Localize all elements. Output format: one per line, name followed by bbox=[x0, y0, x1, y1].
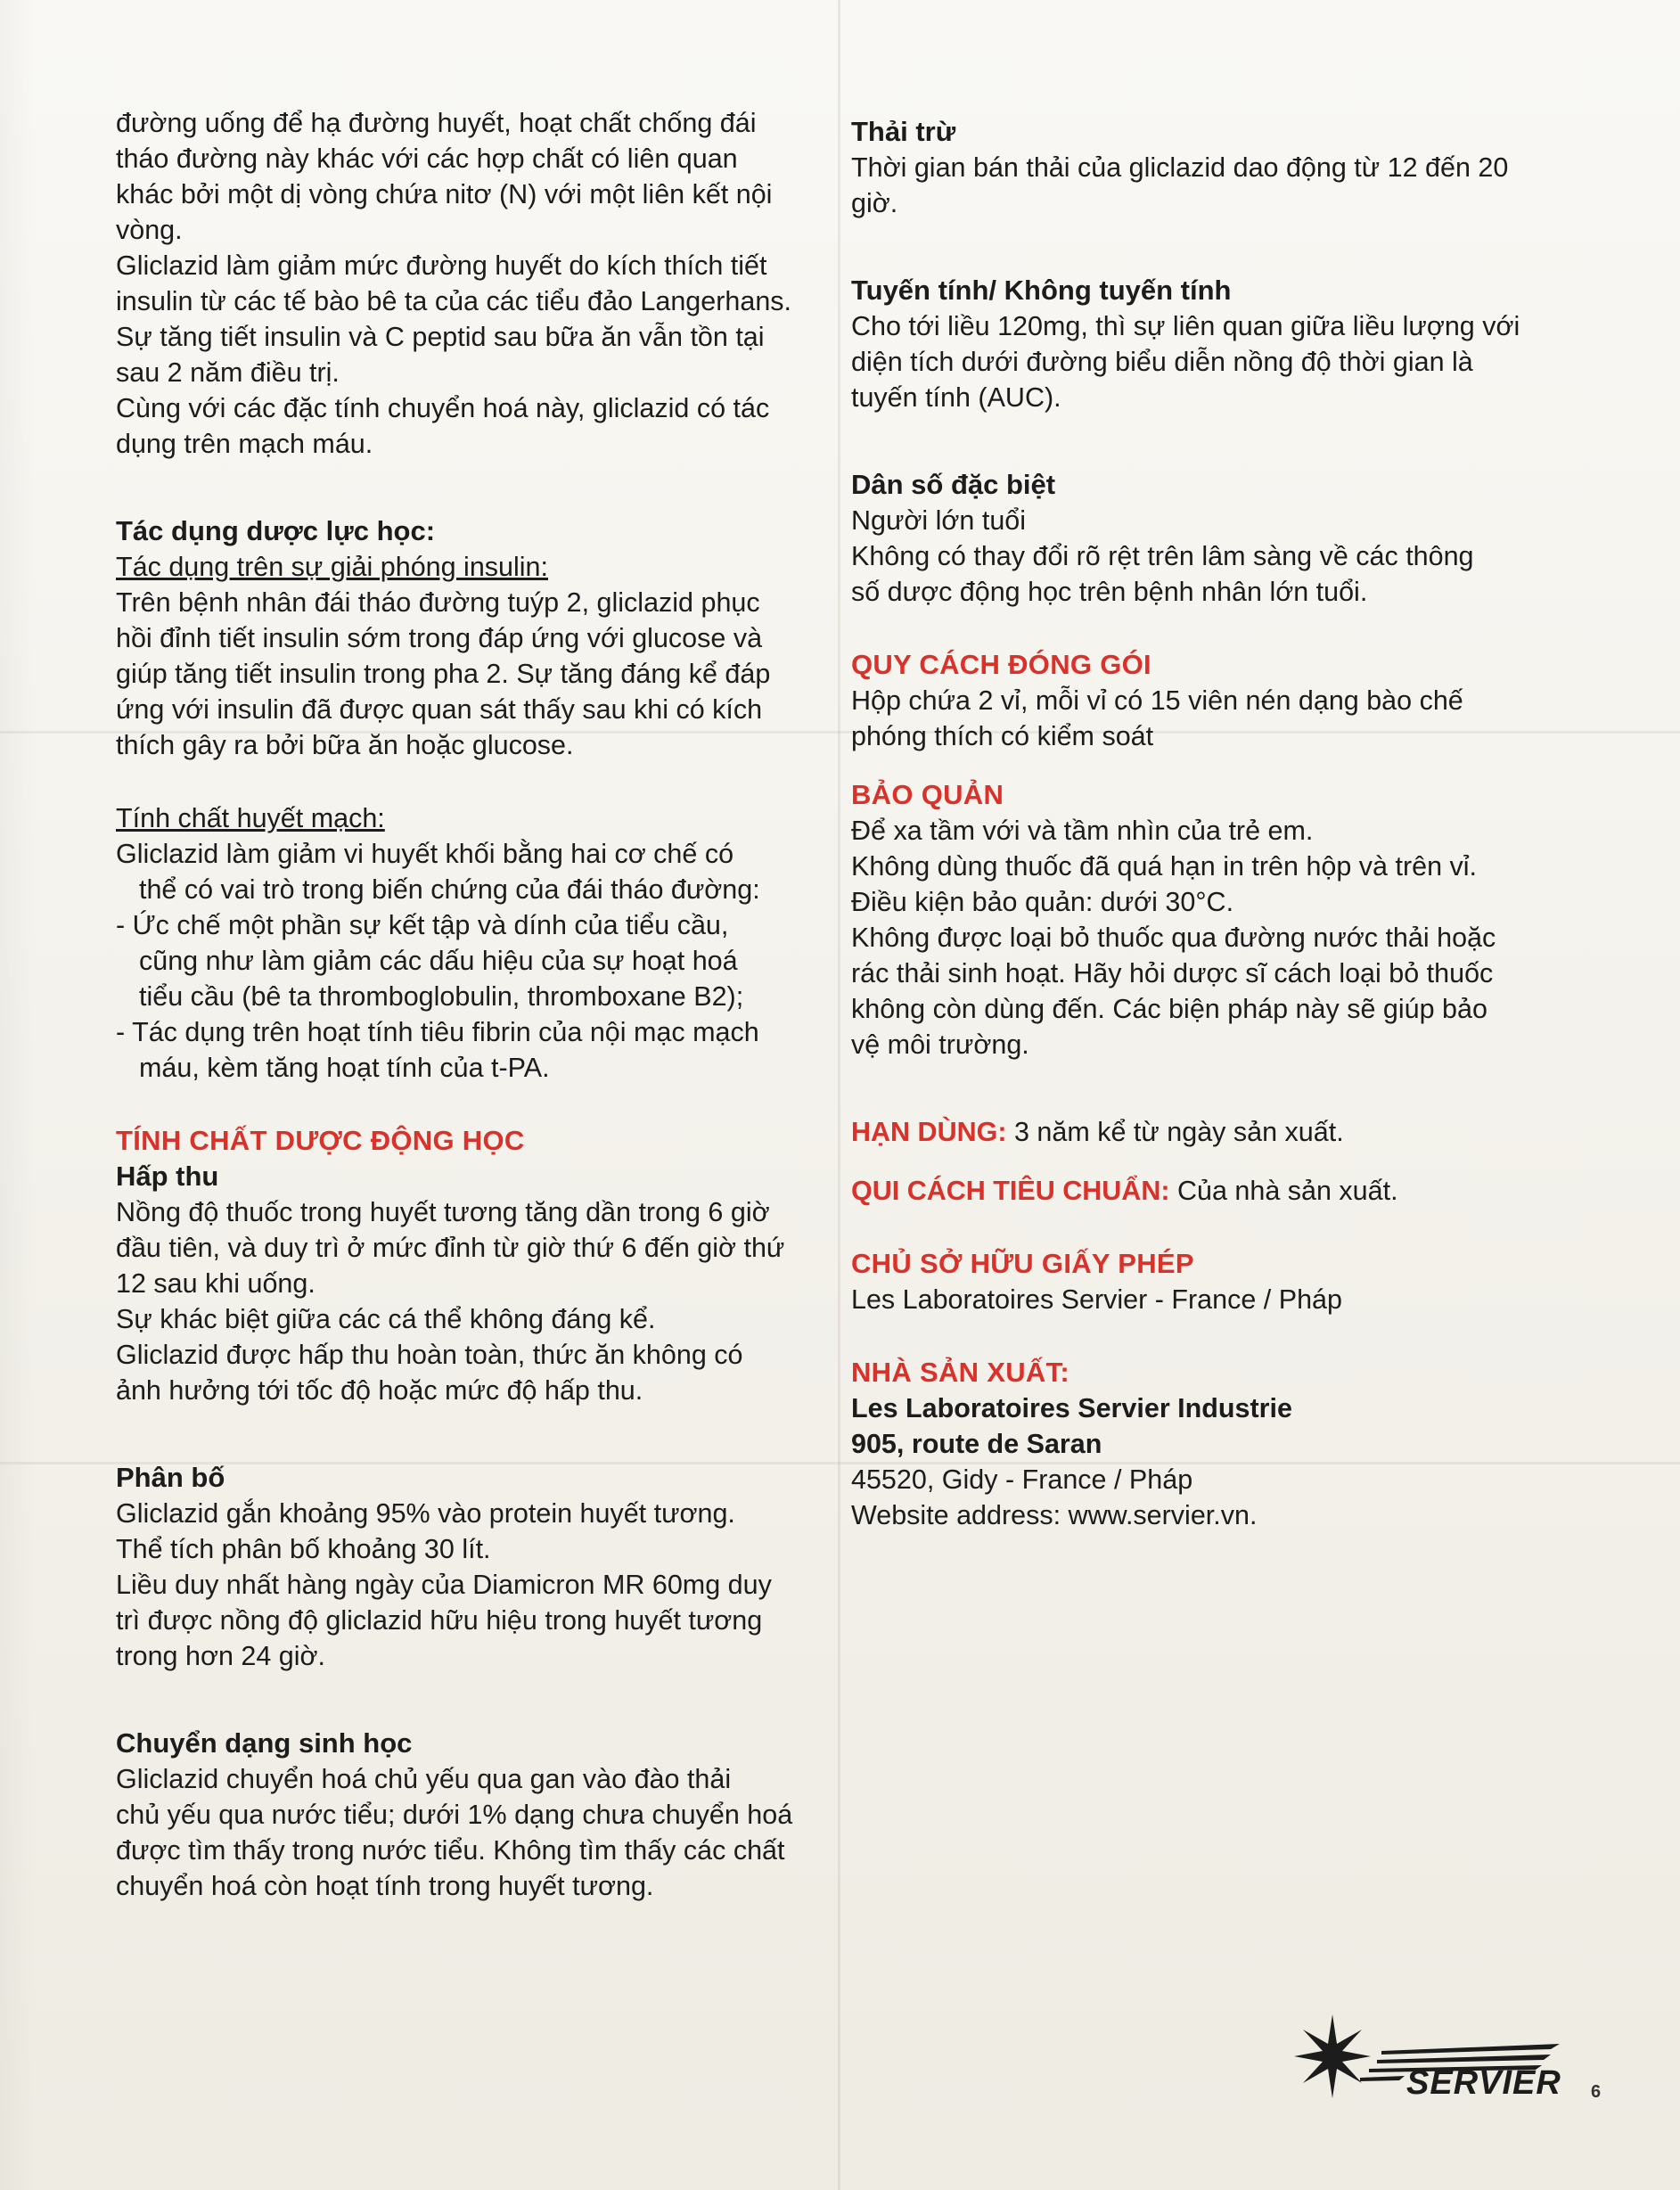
text-line: phóng thích có kiểm soát bbox=[851, 721, 1154, 751]
text-line: Sự tăng tiết insulin và C peptid sau bữa ăn vẫn tồn tại bbox=[116, 322, 765, 352]
absorption-paragraph bbox=[116, 1194, 829, 1408]
insulin-subheading: Tác dụng trên sự giải phóng insulin: bbox=[116, 552, 548, 582]
text-line: không còn dùng đến. Các biện pháp này sẽ giúp bảo bbox=[851, 994, 1487, 1024]
packaging-paragraph bbox=[851, 683, 1555, 754]
manufacturer-street: 905, route de Saran bbox=[851, 1429, 1102, 1459]
elimination-paragraph bbox=[851, 150, 1555, 221]
text-line: Gliclazid làm giảm vi huyết khối bằng hai cơ chế có bbox=[116, 839, 734, 869]
text-line: insulin từ các tế bào bê ta của các tiểu đảo Langerhans. bbox=[116, 286, 792, 316]
text-line: máu, kèm tăng hoạt tính của t-PA. bbox=[139, 1053, 550, 1083]
text-line: Sự khác biệt giữa các cá thể không đáng kể. bbox=[116, 1304, 656, 1334]
page-number: 6 bbox=[1591, 2082, 1602, 2102]
text-line: Không dùng thuốc đã quá hạn in trên hộp và trên vỉ. bbox=[851, 851, 1478, 882]
bullet-line: - Tác dụng trên hoạt tính tiêu fibrin của nội mạc mạch bbox=[116, 1017, 759, 1047]
text-line: Để xa tầm với và tầm nhìn của trẻ em. bbox=[851, 816, 1314, 846]
linearity-paragraph bbox=[851, 308, 1555, 415]
manufacturer-heading: NHÀ SẢN XUẤT: bbox=[851, 1357, 1070, 1388]
text-line: được tìm thấy trong nước tiểu. Không tìm thấy các chất bbox=[116, 1835, 785, 1866]
standard-label: QUI CÁCH TIÊU CHUẨN: bbox=[851, 1176, 1170, 1206]
text-line: Cho tới liều 120mg, thì sự liên quan giữa liều lượng với bbox=[851, 311, 1520, 341]
text-line: ứng với insulin đã được quan sát thấy sau khi có kích bbox=[116, 694, 763, 725]
text-line: thích gây ra bởi bữa ăn hoặc glucose. bbox=[116, 730, 574, 760]
license-holder-heading: CHỦ SỞ HỮU GIẤY PHÉP bbox=[851, 1248, 1194, 1279]
distribution-heading: Phân bố bbox=[116, 1462, 225, 1493]
pharmacokinetics-heading: TÍNH CHẤT DƯỢC ĐỘNG HỌC bbox=[116, 1125, 525, 1156]
linearity-heading: Tuyến tính/ Không tuyến tính bbox=[851, 275, 1232, 306]
vascular-paragraph bbox=[116, 836, 829, 1086]
expiry-value: 3 năm kể từ ngày sản xuất. bbox=[1006, 1117, 1344, 1147]
servier-logo-text: SERVIER bbox=[1406, 2064, 1561, 2102]
metabolism-paragraph bbox=[116, 1761, 829, 1904]
text-line: Không được loại bỏ thuốc qua đường nước thải hoặc bbox=[851, 923, 1496, 953]
vascular-subheading: Tính chất huyết mạch: bbox=[116, 803, 385, 833]
standard-line bbox=[851, 1173, 1555, 1209]
packaging-heading: QUY CÁCH ĐÓNG GÓI bbox=[851, 649, 1151, 680]
special-population-heading: Dân số đặc biệt bbox=[851, 469, 1056, 500]
text-line: Trên bệnh nhân đái tháo đường tuýp 2, gliclazid phục bbox=[116, 587, 760, 618]
text-line: cũng như làm giảm các dấu hiệu của sự hoạt hoá bbox=[139, 946, 738, 976]
text-line: Thời gian bán thải của gliclazid dao động từ 12 đến 20 bbox=[851, 152, 1509, 183]
text-line: dụng trên mạch máu. bbox=[116, 429, 373, 459]
text-line: Gliclazid chuyển hoá chủ yếu qua gan vào đào thải bbox=[116, 1764, 732, 1794]
intro-paragraph bbox=[116, 105, 829, 248]
text-line: tháo đường này khác với các hợp chất có liên quan bbox=[116, 144, 738, 174]
text-line: Nồng độ thuốc trong huyết tương tăng dần trong 6 giờ bbox=[116, 1197, 770, 1227]
expiry-label: HẠN DÙNG: bbox=[851, 1117, 1007, 1147]
text-line: Thể tích phân bố khoảng 30 lít. bbox=[116, 1534, 491, 1564]
text-line: chủ yếu qua nước tiểu; dưới 1% dạng chưa chuyển hoá bbox=[116, 1800, 793, 1830]
standard-value: Của nhà sản xuất. bbox=[1169, 1176, 1398, 1206]
special-population-paragraph bbox=[851, 503, 1555, 610]
manufacturer-name: Les Laboratoires Servier Industrie bbox=[851, 1393, 1292, 1423]
text-line: đầu tiên, và duy trì ở mức đỉnh từ giờ thứ 6 đến giờ thứ bbox=[116, 1233, 785, 1263]
text-line: sau 2 năm điều trị. bbox=[116, 357, 340, 388]
text-line: Liều duy nhất hàng ngày của Diamicron MR 60mg duy bbox=[116, 1570, 772, 1600]
text-line: ảnh hưởng tới tốc độ hoặc mức độ hấp thu. bbox=[116, 1375, 643, 1406]
text-line: tuyến tính (AUC). bbox=[851, 382, 1061, 413]
distribution-paragraph bbox=[116, 1496, 829, 1674]
elimination-heading: Thải trừ bbox=[851, 116, 956, 147]
text-line: chuyển hoá còn hoạt tính trong huyết tương. bbox=[116, 1871, 654, 1901]
paper-fold-vertical bbox=[838, 0, 840, 2190]
text-line: Cùng với các đặc tính chuyển hoá này, gliclazid có tác bbox=[116, 393, 770, 423]
text-line: đường uống để hạ đường huyết, hoạt chất chống đái bbox=[116, 108, 757, 138]
text-line: trì được nồng độ gliclazid hữu hiệu trong huyết tương bbox=[116, 1605, 763, 1636]
license-holder-value: Les Laboratoires Servier - France / Pháp bbox=[851, 1284, 1342, 1315]
text-line: diện tích dưới đường biểu diễn nồng độ thời gian là bbox=[851, 347, 1473, 377]
storage-paragraph bbox=[851, 813, 1555, 1062]
metabolism-heading: Chuyển dạng sinh học bbox=[116, 1727, 413, 1759]
manufacturer-city: 45520, Gidy - France / Pháp bbox=[851, 1464, 1193, 1495]
text-line: trong hơn 24 giờ. bbox=[116, 1641, 326, 1671]
storage-heading: BẢO QUẢN bbox=[851, 779, 1004, 810]
text-line: Người lớn tuổi bbox=[851, 505, 1027, 536]
mechanism-paragraph bbox=[116, 248, 829, 462]
left-column bbox=[116, 105, 829, 1904]
pharmacodynamics-heading: Tác dụng dược lực học: bbox=[116, 515, 436, 546]
text-line: Điều kiện bảo quản: dưới 30°C. bbox=[851, 887, 1234, 917]
text-line: hồi đỉnh tiết insulin sớm trong đáp ứng với glucose và bbox=[116, 623, 763, 653]
expiry-line bbox=[851, 1114, 1555, 1150]
text-line: khác bởi một dị vòng chứa nitơ (N) với một liên kết nội bbox=[116, 179, 773, 209]
text-line: giờ. bbox=[851, 188, 898, 218]
right-column bbox=[851, 114, 1555, 1533]
text-line: Không có thay đổi rõ rệt trên lâm sàng về các thông bbox=[851, 541, 1474, 571]
text-line: thể có vai trò trong biến chứng của đái tháo đường: bbox=[139, 874, 760, 905]
text-line: giúp tăng tiết insulin trong pha 2. Sự tăng đáng kể đáp bbox=[116, 659, 771, 689]
text-line: số dược động học trên bệnh nhân lớn tuổi. bbox=[851, 577, 1368, 607]
text-line: rác thải sinh hoạt. Hãy hỏi dược sĩ cách loại bỏ thuốc bbox=[851, 958, 1494, 988]
absorption-heading: Hấp thu bbox=[116, 1161, 219, 1192]
text-line: vòng. bbox=[116, 215, 183, 245]
text-line: Gliclazid được hấp thu hoàn toàn, thức ăn không có bbox=[116, 1340, 743, 1370]
website-line: Website address: www.servier.vn. bbox=[851, 1500, 1258, 1530]
text-line: tiểu cầu (bê ta thromboglobulin, thromboxane B2); bbox=[139, 981, 744, 1012]
insulin-paragraph bbox=[116, 585, 829, 763]
text-line: Gliclazid gắn khoảng 95% vào protein huyết tương. bbox=[116, 1498, 735, 1529]
text-line: Gliclazid làm giảm mức đường huyết do kích thích tiết bbox=[116, 250, 767, 281]
text-line: 12 sau khi uống. bbox=[116, 1268, 316, 1299]
text-line: vệ môi trường. bbox=[851, 1029, 1029, 1060]
bullet-line: - Ức chế một phần sự kết tập và dính của tiểu cầu, bbox=[116, 910, 729, 940]
text-line: Hộp chứa 2 vỉ, mỗi vỉ có 15 viên nén dạng bào chế bbox=[851, 685, 1463, 716]
